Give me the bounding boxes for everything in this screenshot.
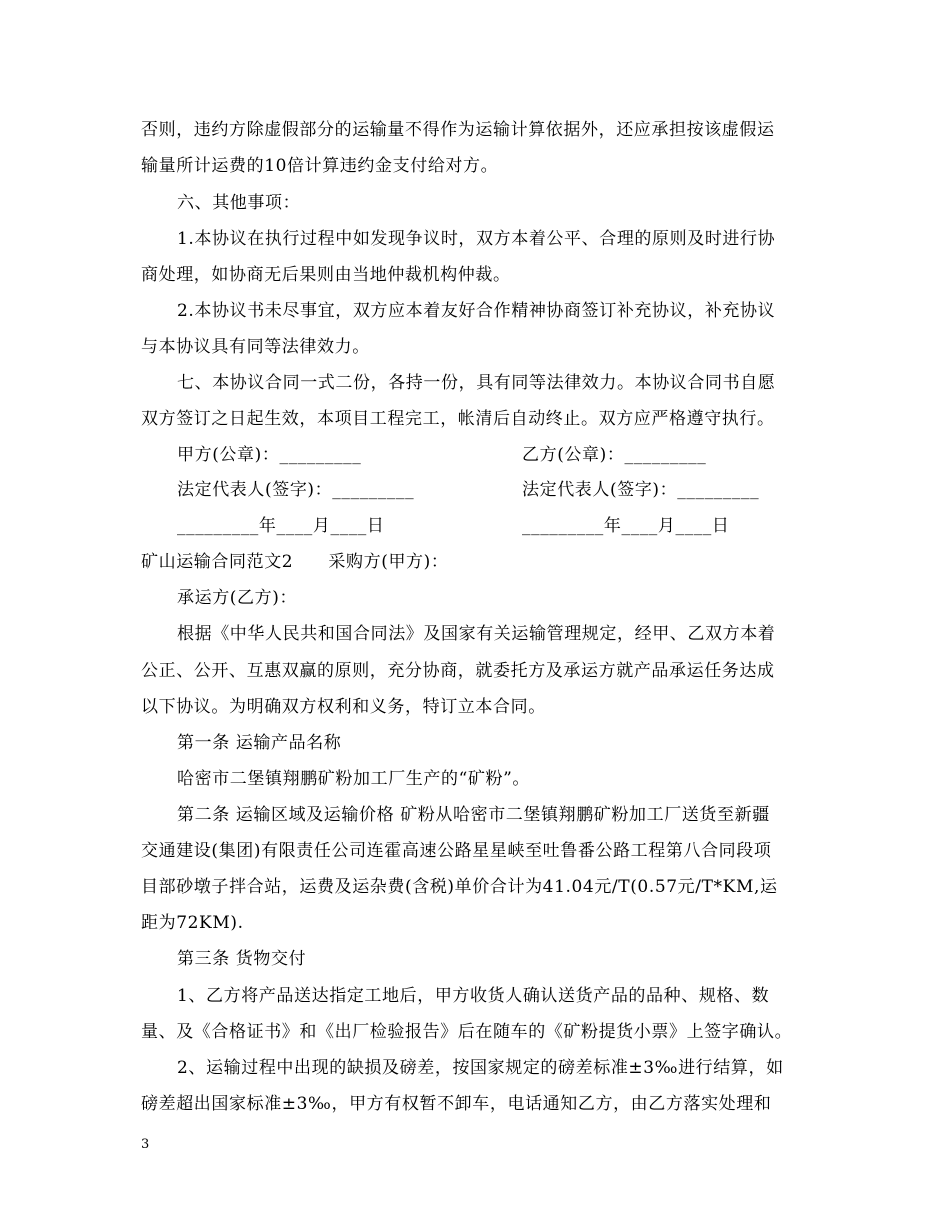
party-b-seal: 乙方(公章)：_________ <box>522 445 707 465</box>
paragraph-line: 商处理，如协商无后果则由当地仲裁机构仲裁。 <box>141 265 511 285</box>
paragraph-line: 双方签订之日起生效，本项目工程完工，帐清后自动终止。双方应严格遵守执行。 <box>141 409 775 429</box>
article-heading: 第三条 货物交付 <box>177 949 307 969</box>
paragraph-line: 磅差超出国家标准±3‰，甲方有权暂不卸车，电话通知乙方，由乙方落实处理和 <box>141 1094 772 1114</box>
paragraph-line: 量、及《合格证书》和《出厂检验报告》后在随车的《矿粉提货小票》上签字确认。 <box>141 1022 793 1042</box>
paragraph-line: 目部砂墩子拌合站，运费及运杂费(含税)单价合计为41.04元/T(0.57元/T*KM,运 <box>141 877 778 897</box>
paragraph-line: 与本协议具有同等法律效力。 <box>141 337 370 357</box>
article-heading: 第二条 运输区域及运输价格 矿粉从哈密市二堡镇翔鹏矿粉加工厂送货至新疆 <box>177 805 770 825</box>
paragraph-line: 2、运输过程中出现的缺损及磅差，按国家规定的磅差标准±3‰进行结算，如 <box>177 1058 784 1078</box>
paragraph-line: 七、本协议合同一式二份，各持一份，具有同等法律效力。本协议合同书自愿 <box>177 373 776 393</box>
paragraph-line: 1.本协议在执行过程中如发现争议时，双方本着公平、合理的原则及时进行协 <box>177 229 776 249</box>
party-a-date: _________年____月____日 <box>177 516 385 536</box>
paragraph-line: 距为72KM). <box>141 913 244 933</box>
paragraph-line: 以下协议。为明确双方权利和义务，特订立本合同。 <box>141 697 546 717</box>
paragraph-line: 2.本协议书未尽事宜，双方应本着友好合作精神协商签订补充协议，补充协议 <box>177 301 776 321</box>
paragraph-line: 输量所计运费的10倍计算违约金支付给对方。 <box>141 156 499 176</box>
party-a-seal: 甲方(公章)：_________ <box>177 445 362 465</box>
paragraph-line: 1、乙方将产品送达指定工地后，甲方收货人确认送货产品的品种、规格、数 <box>177 986 770 1006</box>
paragraph-line: 哈密市二堡镇翔鹏矿粉加工厂生产的“矿粉”。 <box>177 769 530 789</box>
party-a-representative: 法定代表人(签字)：_________ <box>177 480 415 500</box>
paragraph-line: 公正、公开、互惠双赢的原则，充分协商，就委托方及承运方就产品承运任务达成 <box>141 661 775 681</box>
page-number: 3 <box>141 1137 150 1152</box>
paragraph-line: 根据《中华人民共和国合同法》及国家有关运输管理规定，经甲、乙双方本着 <box>177 624 776 644</box>
document-title: 矿山运输合同范文2 采购方(甲方)： <box>141 552 449 572</box>
paragraph-line: 交通建设(集团)有限责任公司连霍高速公路星星峡至吐鲁番公路工程第八合同段项 <box>141 841 772 861</box>
party-b-date: _________年____月____日 <box>522 516 730 536</box>
paragraph-line: 承运方(乙方)： <box>177 588 298 608</box>
section-heading: 六、其他事项： <box>177 193 301 213</box>
party-b-representative: 法定代表人(签字)：_________ <box>522 480 760 500</box>
article-heading: 第一条 运输产品名称 <box>177 733 342 753</box>
paragraph-line: 否则，违约方除虚假部分的运输量不得作为运输计算依据外，还应承担按该虚假运 <box>141 120 775 140</box>
